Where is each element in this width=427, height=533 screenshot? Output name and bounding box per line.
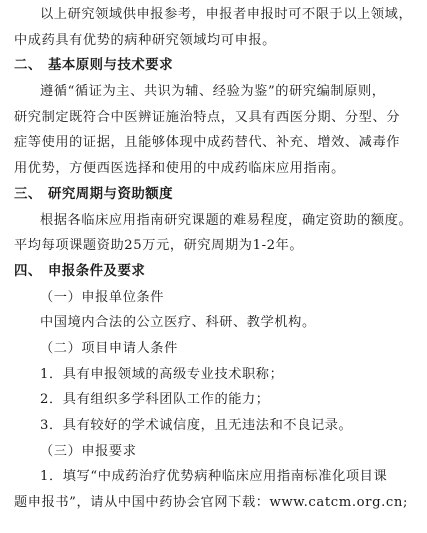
- section-title: 基本原则与技术要求: [48, 58, 174, 74]
- section-heading: [14, 259, 415, 285]
- section-heading: [14, 53, 415, 79]
- paragraph-line: 中成药具有优势的病种研究领域均可申报。: [14, 32, 276, 48]
- list-item: 3．具有较好的学术诚信度，且无违法和不良记录。: [40, 418, 353, 433]
- paragraph-line: 题申报书”，请从中国中药协会官网下载：www.catcm.org.cn;: [14, 495, 409, 511]
- list-item: 1．填写“中成药治疗优势病种临床应用指南标准化项目课: [40, 469, 388, 485]
- paragraph-line: 遵循“循证为主、共识为辅、经验为鉴”的研究编制原则，: [40, 84, 386, 100]
- section-heading: [14, 182, 415, 208]
- paragraph-line: 平均每项课题资助25万元，研究周期为1-2年。: [14, 238, 304, 254]
- list-item: 2．具有组织多学科团队工作的能力；: [40, 392, 270, 408]
- paragraph-line: 根据各临床应用指南研究课题的难易程度，确定资助的额度。: [40, 212, 413, 228]
- subsection-heading: （一）申报单位条件: [40, 289, 165, 305]
- paragraph-line: 症等使用的证据，且能够体现中成药替代、补充、增效、减毒作: [14, 135, 401, 151]
- list-item: 1．具有申报领域的高级专业技术职称；: [40, 366, 284, 382]
- section-number: 三、: [14, 186, 42, 202]
- paragraph-line: 研究制定既符合中医辨证施治特点，又具有西医分期、分型、分: [14, 109, 401, 125]
- section-number: 二、: [14, 58, 42, 74]
- paragraph-line: 以上研究领域供申报参考，申报者申报时可不限于以上领域，: [40, 7, 413, 22]
- paragraph-line: 中国境内合法的公立医疗、科研、教学机构。: [40, 315, 316, 331]
- paragraph-line: 用优势，方便西医选择和使用的中成药临床应用指南。: [14, 161, 345, 177]
- section-title: 申报条件及要求: [48, 263, 146, 279]
- section-number: 四、: [14, 263, 42, 279]
- subsection-heading: （二）项目申请人条件: [40, 340, 178, 356]
- subsection-heading: （三）申报要求: [40, 443, 137, 459]
- section-title: 研究周期与资助额度: [48, 186, 174, 202]
